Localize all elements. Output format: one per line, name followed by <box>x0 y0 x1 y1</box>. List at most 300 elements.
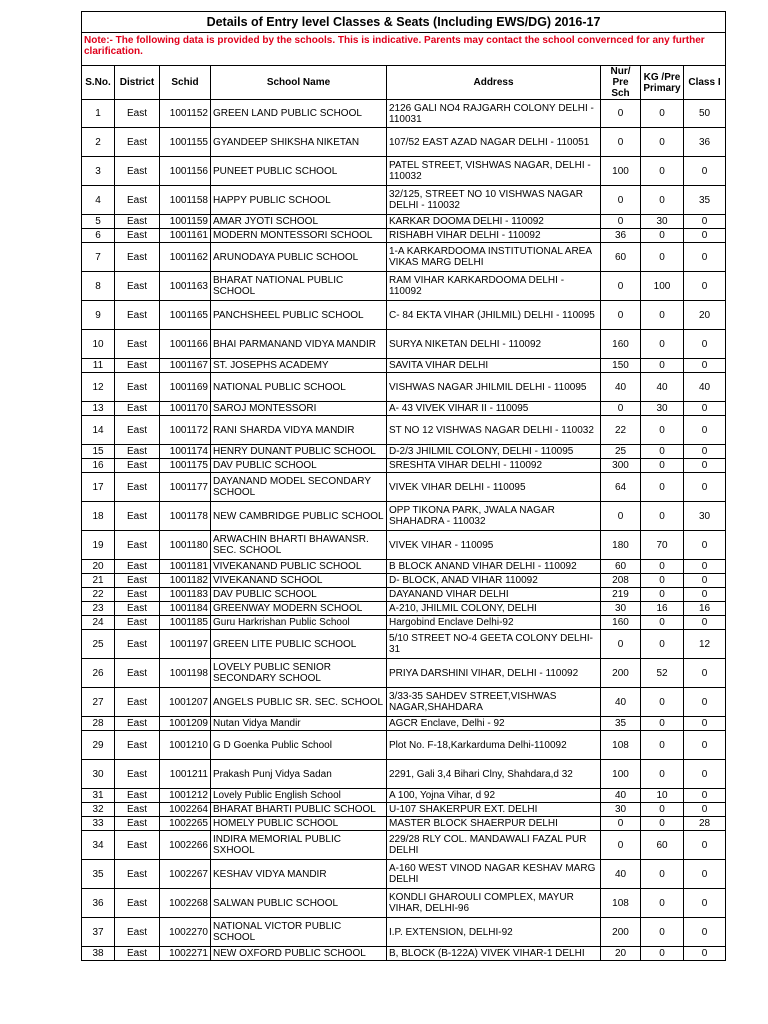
cell-school-name: INDIRA MEMORIAL PUBLIC SXHOOL <box>211 831 387 860</box>
table-row <box>82 831 726 860</box>
cell-sno: 32 <box>82 803 115 817</box>
cell-kg: 0 <box>641 100 684 128</box>
cell-schid: 1002265 <box>160 817 211 831</box>
cell-schid: 1001198 <box>160 659 211 688</box>
cell-nur: 0 <box>601 301 641 330</box>
cell-school-name: LOVELY PUBLIC SENIOR SECONDARY SCHOOL <box>211 659 387 688</box>
cell-kg: 0 <box>641 616 684 630</box>
cell-kg: 0 <box>641 128 684 157</box>
cell-address: PRIYA DARSHINI VIHAR, DELHI - 110092 <box>387 659 601 688</box>
cell-district: East <box>115 574 160 588</box>
cell-kg: 30 <box>641 215 684 229</box>
cell-sno: 35 <box>82 860 115 889</box>
cell-sno: 1 <box>82 100 115 128</box>
cell-sno: 8 <box>82 272 115 301</box>
table-row <box>82 272 726 301</box>
cell-sno: 13 <box>82 402 115 416</box>
cell-sno: 20 <box>82 560 115 574</box>
cell-schid: 1001170 <box>160 402 211 416</box>
cell-school-name: GREEN LAND PUBLIC SCHOOL <box>211 100 387 128</box>
cell-kg: 0 <box>641 918 684 947</box>
cell-address: SURYA NIKETAN DELHI - 110092 <box>387 330 601 359</box>
cell-kg: 0 <box>641 630 684 659</box>
cell-kg: 0 <box>641 416 684 445</box>
col-header-sno: S.No. <box>82 66 115 100</box>
cell-sno: 15 <box>82 445 115 459</box>
cell-school-name: MODERN MONTESSORI SCHOOL <box>211 229 387 243</box>
cell-district: East <box>115 659 160 688</box>
table-row <box>82 817 726 831</box>
cell-address: C- 84 EKTA VIHAR (JHILMIL) DELHI - 110095 <box>387 301 601 330</box>
cell-address: 3/33-35 SAHDEV STREET,VISHWAS NAGAR,SHAHDARA <box>387 688 601 717</box>
cell-kg: 70 <box>641 531 684 560</box>
cell-nur: 20 <box>601 947 641 961</box>
cell-school-name: PANCHSHEEL PUBLIC SCHOOL <box>211 301 387 330</box>
cell-class-i: 0 <box>684 760 726 789</box>
cell-class-i: 0 <box>684 574 726 588</box>
cell-school-name: G D Goenka Public School <box>211 731 387 760</box>
table-row <box>82 229 726 243</box>
cell-kg: 0 <box>641 803 684 817</box>
cell-sno: 26 <box>82 659 115 688</box>
cell-class-i: 0 <box>684 473 726 502</box>
cell-address: A-160 WEST VINOD NAGAR KESHAV MARG DELHI <box>387 860 601 889</box>
cell-school-name: Guru Harkrishan Public School <box>211 616 387 630</box>
cell-district: East <box>115 918 160 947</box>
cell-kg: 30 <box>641 402 684 416</box>
cell-schid: 1001159 <box>160 215 211 229</box>
cell-nur: 219 <box>601 588 641 602</box>
cell-school-name: ARWACHIN BHARTI BHAWANSR. SEC. SCHOOL <box>211 531 387 560</box>
table-note: Note:- The following data is provided by the schools. This is indicative. Parents may contact the school convernced for any further clarification. <box>82 33 726 66</box>
cell-nur: 30 <box>601 602 641 616</box>
cell-kg: 0 <box>641 186 684 215</box>
cell-class-i: 40 <box>684 373 726 402</box>
cell-class-i: 50 <box>684 100 726 128</box>
cell-district: East <box>115 186 160 215</box>
cell-district: East <box>115 803 160 817</box>
cell-schid: 1001162 <box>160 243 211 272</box>
cell-class-i: 0 <box>684 416 726 445</box>
col-header-district: District <box>115 66 160 100</box>
cell-school-name: ARUNODAYA PUBLIC SCHOOL <box>211 243 387 272</box>
table-row <box>82 588 726 602</box>
cell-schid: 1002264 <box>160 803 211 817</box>
cell-district: East <box>115 531 160 560</box>
cell-class-i: 0 <box>684 215 726 229</box>
table-row <box>82 416 726 445</box>
cell-district: East <box>115 229 160 243</box>
table-row <box>82 630 726 659</box>
cell-district: East <box>115 473 160 502</box>
cell-schid: 1001209 <box>160 717 211 731</box>
table-row <box>82 215 726 229</box>
cell-class-i: 0 <box>684 889 726 918</box>
cell-school-name: RANI SHARDA VIDYA MANDIR <box>211 416 387 445</box>
table-row <box>82 100 726 128</box>
table-row <box>82 602 726 616</box>
cell-district: East <box>115 402 160 416</box>
cell-nur: 0 <box>601 100 641 128</box>
cell-address: VIVEK VIHAR DELHI - 110095 <box>387 473 601 502</box>
cell-school-name: GREENWAY MODERN SCHOOL <box>211 602 387 616</box>
cell-school-name: BHARAT BHARTI PUBLIC SCHOOL <box>211 803 387 817</box>
cell-class-i: 0 <box>684 860 726 889</box>
table-row <box>82 402 726 416</box>
cell-school-name: NATIONAL PUBLIC SCHOOL <box>211 373 387 402</box>
cell-sno: 10 <box>82 330 115 359</box>
cell-address: VIVEK VIHAR - 110095 <box>387 531 601 560</box>
cell-class-i: 0 <box>684 918 726 947</box>
cell-address: OPP TIKONA PARK, JWALA NAGAR SHAHADRA - 110032 <box>387 502 601 531</box>
cell-schid: 1002267 <box>160 860 211 889</box>
cell-class-i: 0 <box>684 531 726 560</box>
cell-schid: 1001178 <box>160 502 211 531</box>
cell-class-i: 0 <box>684 402 726 416</box>
cell-kg: 0 <box>641 760 684 789</box>
cell-class-i: 0 <box>684 560 726 574</box>
cell-address: AGCR Enclave, Delhi - 92 <box>387 717 601 731</box>
cell-kg: 0 <box>641 229 684 243</box>
cell-nur: 160 <box>601 616 641 630</box>
cell-school-name: KESHAV VIDYA MANDIR <box>211 860 387 889</box>
cell-kg: 0 <box>641 473 684 502</box>
cell-school-name: HENRY DUNANT PUBLIC SCHOOL <box>211 445 387 459</box>
cell-kg: 0 <box>641 588 684 602</box>
cell-school-name: HAPPY PUBLIC SCHOOL <box>211 186 387 215</box>
cell-class-i: 0 <box>684 229 726 243</box>
cell-address: D- BLOCK, ANAD VIHAR 110092 <box>387 574 601 588</box>
cell-address: 5/10 STREET NO-4 GEETA COLONY DELHI-31 <box>387 630 601 659</box>
cell-kg: 0 <box>641 860 684 889</box>
cell-district: East <box>115 560 160 574</box>
cell-school-name: HOMELY PUBLIC SCHOOL <box>211 817 387 831</box>
table-title: Details of Entry level Classes & Seats (Including EWS/DG) 2016-17 <box>82 12 726 33</box>
cell-kg: 0 <box>641 817 684 831</box>
cell-address: RAM VIHAR KARKARDOOMA DELHI - 110092 <box>387 272 601 301</box>
cell-nur: 40 <box>601 373 641 402</box>
cell-address: U-107 SHAKERPUR EXT. DELHI <box>387 803 601 817</box>
cell-school-name: DAV PUBLIC SCHOOL <box>211 588 387 602</box>
cell-schid: 1001158 <box>160 186 211 215</box>
cell-schid: 1001169 <box>160 373 211 402</box>
col-header-class-i: Class I <box>684 66 726 100</box>
cell-district: East <box>115 616 160 630</box>
cell-sno: 16 <box>82 459 115 473</box>
col-header-kg-pre-primary: KG /Pre Primary <box>641 66 684 100</box>
cell-school-name: VIVEKANAND SCHOOL <box>211 574 387 588</box>
cell-kg: 0 <box>641 243 684 272</box>
table-row <box>82 803 726 817</box>
column-header-row <box>82 66 726 100</box>
cell-class-i: 0 <box>684 947 726 961</box>
cell-nur: 35 <box>601 717 641 731</box>
table-row <box>82 243 726 272</box>
cell-district: East <box>115 301 160 330</box>
cell-sno: 11 <box>82 359 115 373</box>
cell-school-name: ST. JOSEPHS ACADEMY <box>211 359 387 373</box>
table-row <box>82 373 726 402</box>
cell-class-i: 0 <box>684 588 726 602</box>
cell-district: East <box>115 416 160 445</box>
cell-nur: 0 <box>601 402 641 416</box>
cell-address: B, BLOCK (B-122A) VIVEK VIHAR-1 DELHI <box>387 947 601 961</box>
cell-schid: 1001177 <box>160 473 211 502</box>
cell-nur: 36 <box>601 229 641 243</box>
cell-kg: 0 <box>641 330 684 359</box>
cell-schid: 1001212 <box>160 789 211 803</box>
table-row <box>82 359 726 373</box>
cell-class-i: 0 <box>684 359 726 373</box>
cell-schid: 1001185 <box>160 616 211 630</box>
cell-sno: 18 <box>82 502 115 531</box>
cell-kg: 0 <box>641 301 684 330</box>
cell-address: PATEL STREET, VISHWAS NAGAR, DELHI - 110032 <box>387 157 601 186</box>
cell-schid: 1002271 <box>160 947 211 961</box>
cell-address: A 100, Yojna Vihar, d 92 <box>387 789 601 803</box>
table-row <box>82 473 726 502</box>
cell-sno: 22 <box>82 588 115 602</box>
cell-nur: 300 <box>601 459 641 473</box>
cell-address: 1-A KARKARDOOMA INSTITUTIONAL AREA VIKAS MARG DELHI <box>387 243 601 272</box>
cell-school-name: Prakash Punj Vidya Sadan <box>211 760 387 789</box>
cell-nur: 0 <box>601 831 641 860</box>
cell-nur: 100 <box>601 157 641 186</box>
cell-address: RISHABH VIHAR DELHI - 110092 <box>387 229 601 243</box>
cell-sno: 36 <box>82 889 115 918</box>
table-row <box>82 459 726 473</box>
cell-kg: 0 <box>641 560 684 574</box>
cell-schid: 1001175 <box>160 459 211 473</box>
cell-district: East <box>115 789 160 803</box>
cell-class-i: 12 <box>684 630 726 659</box>
cell-sno: 7 <box>82 243 115 272</box>
cell-kg: 0 <box>641 717 684 731</box>
cell-district: East <box>115 717 160 731</box>
cell-school-name: BHARAT NATIONAL PUBLIC SCHOOL <box>211 272 387 301</box>
cell-nur: 30 <box>601 803 641 817</box>
cell-school-name: SAROJ MONTESSORI <box>211 402 387 416</box>
cell-nur: 208 <box>601 574 641 588</box>
cell-schid: 1001183 <box>160 588 211 602</box>
cell-school-name: DAYANAND MODEL SECONDARY SCHOOL <box>211 473 387 502</box>
cell-kg: 0 <box>641 157 684 186</box>
cell-sno: 29 <box>82 731 115 760</box>
cell-class-i: 30 <box>684 502 726 531</box>
cell-school-name: NEW OXFORD PUBLIC SCHOOL <box>211 947 387 961</box>
table-row <box>82 616 726 630</box>
cell-kg: 60 <box>641 831 684 860</box>
col-header-schid: Schid <box>160 66 211 100</box>
cell-schid: 1001161 <box>160 229 211 243</box>
cell-address: VISHWAS NAGAR JHILMIL DELHI - 110095 <box>387 373 601 402</box>
cell-district: East <box>115 100 160 128</box>
cell-district: East <box>115 860 160 889</box>
cell-sno: 21 <box>82 574 115 588</box>
cell-nur: 150 <box>601 359 641 373</box>
cell-district: East <box>115 373 160 402</box>
cell-district: East <box>115 502 160 531</box>
cell-class-i: 0 <box>684 459 726 473</box>
table-row <box>82 560 726 574</box>
table-row <box>82 889 726 918</box>
cell-school-name: GYANDEEP SHIKSHA NIKETAN <box>211 128 387 157</box>
cell-schid: 1001167 <box>160 359 211 373</box>
cell-schid: 1002268 <box>160 889 211 918</box>
table-row <box>82 918 726 947</box>
cell-sno: 2 <box>82 128 115 157</box>
cell-kg: 0 <box>641 688 684 717</box>
cell-address: SRESHTA VIHAR DELHI - 110092 <box>387 459 601 473</box>
cell-district: East <box>115 459 160 473</box>
cell-address: 229/28 RLY COL. MANDAWALI FAZAL PUR DELHI <box>387 831 601 860</box>
cell-sno: 5 <box>82 215 115 229</box>
table-row <box>82 860 726 889</box>
cell-nur: 0 <box>601 817 641 831</box>
cell-sno: 19 <box>82 531 115 560</box>
cell-nur: 108 <box>601 731 641 760</box>
cell-schid: 1001156 <box>160 157 211 186</box>
table-row <box>82 760 726 789</box>
cell-schid: 1001163 <box>160 272 211 301</box>
cell-sno: 23 <box>82 602 115 616</box>
cell-address: KONDLI GHAROULI COMPLEX, MAYUR VIHAR, DELHI-96 <box>387 889 601 918</box>
cell-school-name: PUNEET PUBLIC SCHOOL <box>211 157 387 186</box>
cell-kg: 52 <box>641 659 684 688</box>
cell-nur: 40 <box>601 860 641 889</box>
cell-kg: 0 <box>641 731 684 760</box>
cell-district: East <box>115 630 160 659</box>
cell-nur: 0 <box>601 215 641 229</box>
cell-schid: 1001174 <box>160 445 211 459</box>
cell-class-i: 0 <box>684 243 726 272</box>
cell-district: East <box>115 602 160 616</box>
cell-sno: 28 <box>82 717 115 731</box>
cell-sno: 30 <box>82 760 115 789</box>
cell-sno: 12 <box>82 373 115 402</box>
cell-district: East <box>115 817 160 831</box>
cell-class-i: 36 <box>684 128 726 157</box>
col-header-school-name: School Name <box>211 66 387 100</box>
cell-nur: 22 <box>601 416 641 445</box>
cell-school-name: Lovely Public English School <box>211 789 387 803</box>
cell-nur: 0 <box>601 128 641 157</box>
cell-nur: 0 <box>601 502 641 531</box>
cell-nur: 64 <box>601 473 641 502</box>
cell-school-name: AMAR JYOTI SCHOOL <box>211 215 387 229</box>
table-row <box>82 789 726 803</box>
cell-district: East <box>115 359 160 373</box>
cell-school-name: NATIONAL VICTOR PUBLIC SCHOOL <box>211 918 387 947</box>
cell-kg: 100 <box>641 272 684 301</box>
cell-schid: 1001210 <box>160 731 211 760</box>
table-row <box>82 659 726 688</box>
cell-schid: 1001172 <box>160 416 211 445</box>
cell-address: A-210, JHILMIL COLONY, DELHI <box>387 602 601 616</box>
cell-nur: 108 <box>601 889 641 918</box>
cell-district: East <box>115 947 160 961</box>
cell-sno: 4 <box>82 186 115 215</box>
cell-schid: 1001211 <box>160 760 211 789</box>
cell-kg: 40 <box>641 373 684 402</box>
cell-class-i: 16 <box>684 602 726 616</box>
cell-nur: 200 <box>601 918 641 947</box>
cell-class-i: 0 <box>684 831 726 860</box>
cell-school-name: DAV PUBLIC SCHOOL <box>211 459 387 473</box>
cell-sno: 17 <box>82 473 115 502</box>
cell-address: Plot No. F-18,Karkarduma Delhi-110092 <box>387 731 601 760</box>
cell-address: D-2/3 JHILMIL COLONY, DELHI - 110095 <box>387 445 601 459</box>
cell-nur: 25 <box>601 445 641 459</box>
table-body <box>82 100 726 961</box>
cell-class-i: 0 <box>684 272 726 301</box>
cell-nur: 60 <box>601 560 641 574</box>
cell-address: I.P. EXTENSION, DELHI-92 <box>387 918 601 947</box>
table-row <box>82 731 726 760</box>
cell-address: Hargobind Enclave Delhi-92 <box>387 616 601 630</box>
cell-sno: 25 <box>82 630 115 659</box>
table-row <box>82 128 726 157</box>
cell-nur: 0 <box>601 272 641 301</box>
cell-sno: 37 <box>82 918 115 947</box>
cell-nur: 200 <box>601 659 641 688</box>
cell-schid: 1001180 <box>160 531 211 560</box>
cell-kg: 0 <box>641 947 684 961</box>
table-row <box>82 947 726 961</box>
cell-district: East <box>115 243 160 272</box>
table-row <box>82 717 726 731</box>
cell-class-i: 0 <box>684 330 726 359</box>
cell-sno: 31 <box>82 789 115 803</box>
cell-class-i: 28 <box>684 817 726 831</box>
table-row <box>82 445 726 459</box>
cell-sno: 6 <box>82 229 115 243</box>
cell-district: East <box>115 588 160 602</box>
cell-address: A- 43 VIVEK VIHAR II - 110095 <box>387 402 601 416</box>
table-row <box>82 574 726 588</box>
cell-sno: 34 <box>82 831 115 860</box>
table-row <box>82 502 726 531</box>
cell-schid: 1001184 <box>160 602 211 616</box>
cell-school-name: BHAI PARMANAND VIDYA MANDIR <box>211 330 387 359</box>
cell-schid: 1001165 <box>160 301 211 330</box>
cell-kg: 0 <box>641 502 684 531</box>
cell-address: DAYANAND VIHAR DELHI <box>387 588 601 602</box>
cell-class-i: 0 <box>684 717 726 731</box>
cell-class-i: 0 <box>684 731 726 760</box>
cell-class-i: 35 <box>684 186 726 215</box>
cell-schid: 1001155 <box>160 128 211 157</box>
cell-district: East <box>115 688 160 717</box>
cell-school-name: NEW CAMBRIDGE PUBLIC SCHOOL <box>211 502 387 531</box>
cell-school-name: VIVEKANAND PUBLIC SCHOOL <box>211 560 387 574</box>
cell-address: 2291, Gali 3,4 Bihari Clny, Shahdara,d 32 <box>387 760 601 789</box>
cell-district: East <box>115 157 160 186</box>
cell-district: East <box>115 445 160 459</box>
cell-sno: 24 <box>82 616 115 630</box>
cell-class-i: 0 <box>684 688 726 717</box>
cell-address: B BLOCK ANAND VIHAR DELHI - 110092 <box>387 560 601 574</box>
cell-kg: 0 <box>641 574 684 588</box>
cell-sno: 33 <box>82 817 115 831</box>
cell-sno: 14 <box>82 416 115 445</box>
cell-kg: 0 <box>641 445 684 459</box>
cell-district: East <box>115 760 160 789</box>
cell-address: MASTER BLOCK SHAERPUR DELHI <box>387 817 601 831</box>
col-header-address: Address <box>387 66 601 100</box>
cell-district: East <box>115 731 160 760</box>
cell-schid: 1001207 <box>160 688 211 717</box>
